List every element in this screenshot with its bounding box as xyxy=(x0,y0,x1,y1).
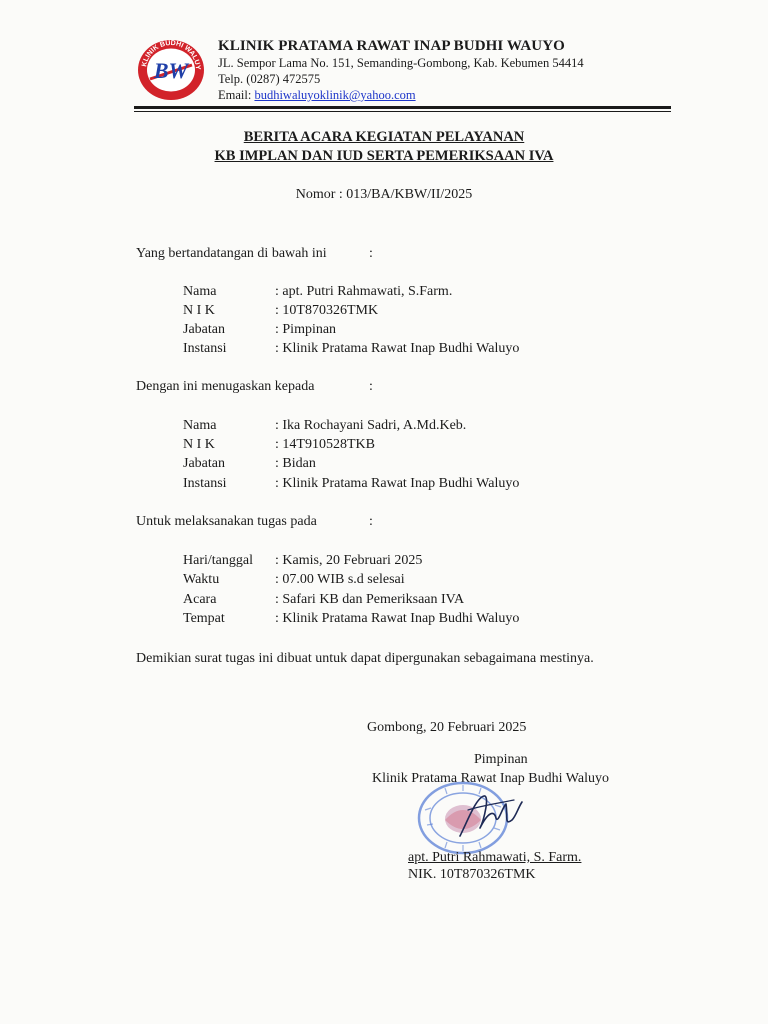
email-label: Email: xyxy=(218,88,252,102)
task-intro-colon: : xyxy=(369,514,373,529)
field-label: Acara xyxy=(183,592,217,607)
field-value: : Klinik Pratama Rawat Inap Budhi Waluyo xyxy=(275,476,520,491)
clinic-name: KLINIK PRATAMA RAWAT INAP BUDHI WAUYO xyxy=(218,38,565,54)
field-label: Jabatan xyxy=(183,322,225,337)
clinic-email-line xyxy=(218,88,416,103)
field-label: Instansi xyxy=(183,341,227,356)
field-value: : Kamis, 20 Februari 2025 xyxy=(275,553,423,568)
signatory-intro xyxy=(136,246,373,262)
letterhead-rule-thick xyxy=(134,106,671,109)
clinic-address: JL. Sempor Lama No. 151, Semanding-Gombong, Kab. Kebumen 54414 xyxy=(218,56,584,70)
field-value: : 07.00 WIB s.d selesai xyxy=(275,572,405,587)
signatory-nik: NIK. 10T870326TMK xyxy=(408,867,536,882)
logo-letters: BW xyxy=(153,58,189,83)
field-value: : 14T910528TKB xyxy=(275,437,375,452)
signatory-intro-colon: : xyxy=(369,246,373,261)
field-value: : Bidan xyxy=(275,456,316,471)
handwritten-signature xyxy=(454,790,528,842)
letterhead-rule-thin xyxy=(134,111,671,112)
field-value: : apt. Putri Rahmawati, S.Farm. xyxy=(275,284,453,299)
field-label: Jabatan xyxy=(183,456,225,471)
document-title-line1: BERITA ACARA KEGIATAN PELAYANAN xyxy=(243,129,525,145)
field-value: : Safari KB dan Pemeriksaan IVA xyxy=(275,592,465,607)
field-label: Instansi xyxy=(183,476,227,491)
signatory-name: apt. Putri Rahmawati, S. Farm. xyxy=(408,850,582,865)
field-label: N I K xyxy=(183,303,215,318)
field-label: N I K xyxy=(183,437,215,452)
field-label: Nama xyxy=(183,284,217,299)
signatory-intro-text: Yang bertandatangan di bawah ini xyxy=(136,246,327,261)
field-label: Nama xyxy=(183,418,217,433)
field-label: Waktu xyxy=(183,572,220,587)
field-value: : Pimpinan xyxy=(275,322,337,337)
task-intro-text: Untuk melaksanakan tugas pada xyxy=(136,514,317,529)
field-value: : Ika Rochayani Sadri, A.Md.Keb. xyxy=(275,418,467,433)
logo-ring-text: KLINIK BUDHI WALUY xyxy=(141,39,202,71)
closing-statement: Demikian surat tugas ini dibuat untuk dapat dipergunakan sebagaimana mestinya. xyxy=(136,651,594,666)
assignee-intro xyxy=(136,379,373,395)
field-value: : 10T870326TMK xyxy=(275,303,379,318)
clinic-logo xyxy=(135,38,207,102)
signature-place-date: Gombong, 20 Februari 2025 xyxy=(367,720,527,735)
field-label: Hari/tanggal xyxy=(183,553,253,568)
document-number: Nomor : 013/BA/KBW/II/2025 xyxy=(295,187,473,202)
field-value: : Klinik Pratama Rawat Inap Budhi Waluyo xyxy=(275,611,520,626)
clinic-phone: Telp. (0287) 472575 xyxy=(218,72,321,86)
assignee-intro-colon: : xyxy=(369,379,373,394)
signature-institution: Klinik Pratama Rawat Inap Budhi Waluyo xyxy=(372,771,609,786)
assignee-intro-text: Dengan ini menugaskan kepada xyxy=(136,379,315,394)
task-intro xyxy=(136,514,373,530)
field-value: : Klinik Pratama Rawat Inap Budhi Waluyo xyxy=(275,341,520,356)
document-title-line2: KB IMPLAN DAN IUD SERTA PEMERIKSAAN IVA xyxy=(214,148,554,164)
signature-position: Pimpinan xyxy=(474,752,528,767)
email-link[interactable]: budhiwaluyoklinik@yahoo.com xyxy=(254,88,416,102)
field-label: Tempat xyxy=(183,611,225,626)
